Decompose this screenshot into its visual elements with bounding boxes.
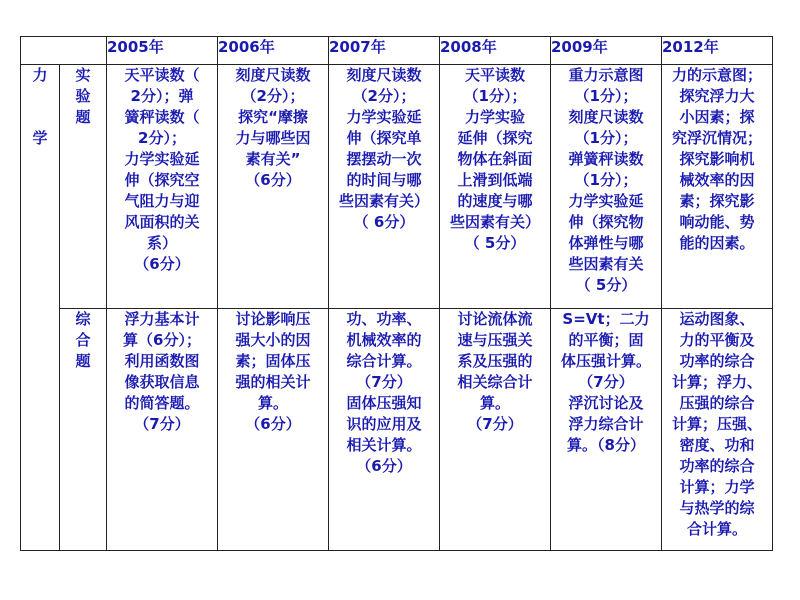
table-row [21,309,773,551]
table-row [21,65,773,309]
year-header: 2012年 [662,37,773,65]
table-cell: 运动图象、 力的平衡及 功率的综合 计算；浮力、 压强的综合 计算；压强、 密度、功和 功率的综合 计算；力学 与热学的综 合计算。 [662,309,773,551]
table-cell: 刻度尺读数 （2分）； 探究“摩擦 力与哪些因 素有关” （6分） [218,65,329,309]
row-label: 实 验 题 [60,65,107,309]
header-row [21,37,773,65]
table-cell: 天平读数 （1分）； 力学实验 延伸（探究 物体在斜面 上滑到低端 的速度与哪 些因素有关） （ 5分） [440,65,551,309]
category-cell: 力 学 [21,65,60,551]
table-cell: 讨论流体流 速与压强关 系及压强的 相关综合计 算。 （7分） [440,309,551,551]
table-cell: 重力示意图 （1分）； 刻度尺读数 （1分）； 弹簧秤读数 （1分）； 力学实验延 伸（探究物 体弹性与哪 些因素有关 （ 5分） [551,65,662,309]
table-cell: 讨论影响压 强大小的因 素；固体压 强的相关计 算。 （6分） [218,309,329,551]
table-cell: 力的示意图； 探究浮力大 小因素；探 究浮沉情况； 探究影响机 械效率的因 素；探究影 响动能、势 能的因素。 [662,65,773,309]
corner-cell [21,37,107,65]
row-label: 综 合 题 [60,309,107,551]
table-cell: 功、功率、 机械效率的 综合计算。 （7分） 固体压强知 识的应用及 相关计算。 （6分） [329,309,440,551]
year-header: 2008年 [440,37,551,65]
table-cell: 天平读数（ 2分）；弹 簧秤读数（ 2分）； 力学实验延 伸（探究空 气阻力与迎 风面积的关 系） （6分） [107,65,218,309]
year-header: 2005年 [107,37,218,65]
table-cell: 刻度尺读数 （2分）； 力学实验延 伸（探究单 摆摆动一次 的时间与哪 些因素有关） （ 6分） [329,65,440,309]
year-header: 2006年 [218,37,329,65]
exam-table [20,36,773,551]
table-cell: 浮力基本计 算（6分）； 利用函数图 像获取信息 的简答题。 （7分） [107,309,218,551]
year-header: 2009年 [551,37,662,65]
year-header: 2007年 [329,37,440,65]
table-cell: S=Vt；二力 的平衡；固 体压强计算。 （7分） 浮沉讨论及 浮力综合计 算。（8分） [551,309,662,551]
